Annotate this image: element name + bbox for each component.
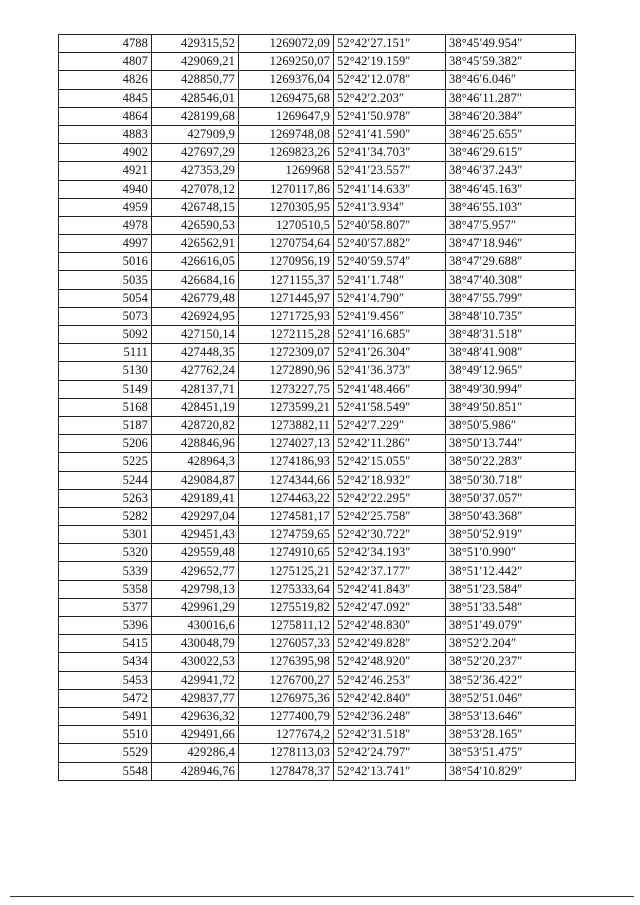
x-coordinate-cell: 427448,35 [152,344,239,362]
table-row [59,180,576,198]
latitude-cell: 52°42′15.055″ [334,453,446,471]
table-row [59,489,576,507]
point-number-cell: 5130 [59,362,152,380]
latitude-cell: 52°40′58.807″ [334,216,446,234]
y-coordinate-cell: 1273882,11 [239,416,334,434]
x-coordinate-cell: 426748,15 [152,198,239,216]
y-coordinate-cell: 1274027,13 [239,435,334,453]
table-row [59,144,576,162]
x-coordinate-cell: 429069,21 [152,53,239,71]
y-coordinate-cell: 1270956,19 [239,253,334,271]
longitude-cell: 38°49′50.851″ [446,398,576,416]
y-coordinate-cell: 1276057,33 [239,635,334,653]
y-coordinate-cell: 1270305,95 [239,198,334,216]
longitude-cell: 38°49′30.994″ [446,380,576,398]
table-row [59,707,576,725]
x-coordinate-cell: 430048,79 [152,635,239,653]
x-coordinate-cell: 429084,87 [152,471,239,489]
x-coordinate-cell: 427150,14 [152,326,239,344]
longitude-cell: 38°47′55.799″ [446,289,576,307]
point-number-cell: 4826 [59,71,152,89]
x-coordinate-cell: 427909,9 [152,125,239,143]
y-coordinate-cell: 1269072,09 [239,35,334,53]
longitude-cell: 38°45′59.382″ [446,53,576,71]
point-number-cell: 4788 [59,35,152,53]
longitude-cell: 38°51′49.079″ [446,617,576,635]
longitude-cell: 38°46′45.163″ [446,180,576,198]
latitude-cell: 52°41′48.466″ [334,380,446,398]
point-number-cell: 4845 [59,89,152,107]
point-number-cell: 5016 [59,253,152,271]
y-coordinate-cell: 1278113,03 [239,744,334,762]
point-number-cell: 5282 [59,507,152,525]
longitude-cell: 38°47′18.946″ [446,235,576,253]
longitude-cell: 38°50′52.919″ [446,526,576,544]
latitude-cell: 52°41′58.549″ [334,398,446,416]
table-row [59,435,576,453]
table-row [59,671,576,689]
longitude-cell: 38°52′20.237″ [446,653,576,671]
y-coordinate-cell: 1274186,93 [239,453,334,471]
table-row [59,544,576,562]
latitude-cell: 52°42′31.518″ [334,726,446,744]
x-coordinate-cell: 428946,76 [152,762,239,780]
coordinates-table [58,34,576,781]
y-coordinate-cell: 1269376,04 [239,71,334,89]
x-coordinate-cell: 428137,71 [152,380,239,398]
latitude-cell: 52°41′36.373″ [334,362,446,380]
longitude-cell: 38°54′10.829″ [446,762,576,780]
y-coordinate-cell: 1270117,86 [239,180,334,198]
table-row [59,744,576,762]
x-coordinate-cell: 429798,13 [152,580,239,598]
y-coordinate-cell: 1274581,17 [239,507,334,525]
table-row [59,617,576,635]
table-row [59,125,576,143]
y-coordinate-cell: 1271445,97 [239,289,334,307]
table-row [59,507,576,525]
latitude-cell: 52°41′50.978″ [334,107,446,125]
x-coordinate-cell: 429189,41 [152,489,239,507]
table-row [59,453,576,471]
point-number-cell: 5301 [59,526,152,544]
y-coordinate-cell: 1269250,07 [239,53,334,71]
latitude-cell: 52°42′49.828″ [334,635,446,653]
latitude-cell: 52°42′19.159″ [334,53,446,71]
longitude-cell: 38°52′51.046″ [446,689,576,707]
x-coordinate-cell: 428546,01 [152,89,239,107]
x-coordinate-cell: 428846,96 [152,435,239,453]
table-row [59,344,576,362]
point-number-cell: 5187 [59,416,152,434]
table-row [59,689,576,707]
table-row [59,53,576,71]
point-number-cell: 5111 [59,344,152,362]
y-coordinate-cell: 1273227,75 [239,380,334,398]
table-row [59,216,576,234]
longitude-cell: 38°51′12.442″ [446,562,576,580]
y-coordinate-cell: 1269748,08 [239,125,334,143]
y-coordinate-cell: 1272890,96 [239,362,334,380]
longitude-cell: 38°46′20.384″ [446,107,576,125]
y-coordinate-cell: 1277400,79 [239,707,334,725]
point-number-cell: 5339 [59,562,152,580]
point-number-cell: 4997 [59,235,152,253]
table-row [59,580,576,598]
y-coordinate-cell: 1276975,36 [239,689,334,707]
x-coordinate-cell: 427078,12 [152,180,239,198]
y-coordinate-cell: 1274910,65 [239,544,334,562]
table-row [59,635,576,653]
longitude-cell: 38°50′30.718″ [446,471,576,489]
table-row [59,307,576,325]
latitude-cell: 52°42′36.248″ [334,707,446,725]
point-number-cell: 5472 [59,689,152,707]
latitude-cell: 52°40′57.882″ [334,235,446,253]
x-coordinate-cell: 429941,72 [152,671,239,689]
latitude-cell: 52°42′12.078″ [334,71,446,89]
latitude-cell: 52°41′4.790″ [334,289,446,307]
table-row [59,726,576,744]
latitude-cell: 52°42′27.151″ [334,35,446,53]
table-row [59,35,576,53]
latitude-cell: 52°42′42.840″ [334,689,446,707]
point-number-cell: 5396 [59,617,152,635]
table-row [59,198,576,216]
table-row [59,762,576,780]
x-coordinate-cell: 429297,04 [152,507,239,525]
latitude-cell: 52°42′48.920″ [334,653,446,671]
x-coordinate-cell: 429286,4 [152,744,239,762]
table-row [59,326,576,344]
latitude-cell: 52°40′59.574″ [334,253,446,271]
y-coordinate-cell: 1275519,82 [239,598,334,616]
longitude-cell: 38°47′40.308″ [446,271,576,289]
longitude-cell: 38°50′5.986″ [446,416,576,434]
y-coordinate-cell: 1271725,93 [239,307,334,325]
x-coordinate-cell: 426924,95 [152,307,239,325]
x-coordinate-cell: 426779,48 [152,289,239,307]
latitude-cell: 52°42′24.797″ [334,744,446,762]
table-row [59,271,576,289]
point-number-cell: 5263 [59,489,152,507]
y-coordinate-cell: 1272115,28 [239,326,334,344]
point-number-cell: 4921 [59,162,152,180]
point-number-cell: 4807 [59,53,152,71]
longitude-cell: 38°51′23.584″ [446,580,576,598]
latitude-cell: 52°42′48.830″ [334,617,446,635]
latitude-cell: 52°42′46.253″ [334,671,446,689]
y-coordinate-cell: 1276395,98 [239,653,334,671]
point-number-cell: 5491 [59,707,152,725]
y-coordinate-cell: 1270754,64 [239,235,334,253]
x-coordinate-cell: 429451,43 [152,526,239,544]
point-number-cell: 4940 [59,180,152,198]
longitude-cell: 38°48′31.518″ [446,326,576,344]
x-coordinate-cell: 426590,53 [152,216,239,234]
longitude-cell: 38°53′13.646″ [446,707,576,725]
coordinates-table-body [59,35,576,781]
x-coordinate-cell: 428964,3 [152,453,239,471]
longitude-cell: 38°48′10.735″ [446,307,576,325]
table-row [59,89,576,107]
latitude-cell: 52°41′1.748″ [334,271,446,289]
longitude-cell: 38°46′29.615″ [446,144,576,162]
latitude-cell: 52°42′34.193″ [334,544,446,562]
x-coordinate-cell: 427353,29 [152,162,239,180]
point-number-cell: 5149 [59,380,152,398]
latitude-cell: 52°41′26.304″ [334,344,446,362]
table-row [59,253,576,271]
x-coordinate-cell: 427697,29 [152,144,239,162]
point-number-cell: 5377 [59,598,152,616]
x-coordinate-cell: 430016,6 [152,617,239,635]
longitude-cell: 38°50′37.057″ [446,489,576,507]
longitude-cell: 38°45′49.954″ [446,35,576,53]
point-number-cell: 4978 [59,216,152,234]
footer-rule [10,896,634,897]
latitude-cell: 52°42′41.843″ [334,580,446,598]
latitude-cell: 52°41′3.934″ [334,198,446,216]
x-coordinate-cell: 429652,77 [152,562,239,580]
latitude-cell: 52°42′7.229″ [334,416,446,434]
latitude-cell: 52°42′13.741″ [334,762,446,780]
latitude-cell: 52°42′18.932″ [334,471,446,489]
x-coordinate-cell: 429315,52 [152,35,239,53]
point-number-cell: 5434 [59,653,152,671]
latitude-cell: 52°42′2.203″ [334,89,446,107]
longitude-cell: 38°52′36.422″ [446,671,576,689]
y-coordinate-cell: 1273599,21 [239,398,334,416]
table-row [59,107,576,125]
longitude-cell: 38°50′22.283″ [446,453,576,471]
latitude-cell: 52°42′25.758″ [334,507,446,525]
point-number-cell: 5453 [59,671,152,689]
point-number-cell: 5035 [59,271,152,289]
longitude-cell: 38°46′25.655″ [446,125,576,143]
table-row [59,235,576,253]
y-coordinate-cell: 1271155,37 [239,271,334,289]
longitude-cell: 38°46′55.103″ [446,198,576,216]
longitude-cell: 38°50′13.744″ [446,435,576,453]
latitude-cell: 52°42′30.722″ [334,526,446,544]
longitude-cell: 38°53′51.475″ [446,744,576,762]
point-number-cell: 4883 [59,125,152,143]
table-row [59,562,576,580]
point-number-cell: 5415 [59,635,152,653]
table-row [59,380,576,398]
point-number-cell: 5054 [59,289,152,307]
y-coordinate-cell: 1275811,12 [239,617,334,635]
y-coordinate-cell: 1270510,5 [239,216,334,234]
latitude-cell: 52°41′23.557″ [334,162,446,180]
table-row [59,362,576,380]
longitude-cell: 38°49′12.965″ [446,362,576,380]
x-coordinate-cell: 426562,91 [152,235,239,253]
latitude-cell: 52°41′34.703″ [334,144,446,162]
x-coordinate-cell: 429837,77 [152,689,239,707]
point-number-cell: 5529 [59,744,152,762]
latitude-cell: 52°42′22.295″ [334,489,446,507]
point-number-cell: 5073 [59,307,152,325]
x-coordinate-cell: 429491,66 [152,726,239,744]
y-coordinate-cell: 1274463,22 [239,489,334,507]
y-coordinate-cell: 1277674,2 [239,726,334,744]
longitude-cell: 38°47′5.957″ [446,216,576,234]
y-coordinate-cell: 1272309,07 [239,344,334,362]
x-coordinate-cell: 428199,68 [152,107,239,125]
x-coordinate-cell: 426616,05 [152,253,239,271]
y-coordinate-cell: 1269647,9 [239,107,334,125]
y-coordinate-cell: 1269968 [239,162,334,180]
latitude-cell: 52°41′41.590″ [334,125,446,143]
longitude-cell: 38°50′43.368″ [446,507,576,525]
x-coordinate-cell: 429636,32 [152,707,239,725]
point-number-cell: 5548 [59,762,152,780]
x-coordinate-cell: 426684,16 [152,271,239,289]
table-row [59,71,576,89]
x-coordinate-cell: 428451,19 [152,398,239,416]
point-number-cell: 5510 [59,726,152,744]
table-row [59,289,576,307]
table-row [59,598,576,616]
y-coordinate-cell: 1275333,64 [239,580,334,598]
longitude-cell: 38°51′33.548″ [446,598,576,616]
y-coordinate-cell: 1275125,21 [239,562,334,580]
table-row [59,526,576,544]
y-coordinate-cell: 1274344,66 [239,471,334,489]
point-number-cell: 5206 [59,435,152,453]
latitude-cell: 52°41′16.685″ [334,326,446,344]
table-row [59,653,576,671]
longitude-cell: 38°46′6.046″ [446,71,576,89]
x-coordinate-cell: 427762,24 [152,362,239,380]
table-row [59,398,576,416]
y-coordinate-cell: 1269475,68 [239,89,334,107]
point-number-cell: 5358 [59,580,152,598]
x-coordinate-cell: 428850,77 [152,71,239,89]
longitude-cell: 38°48′41.908″ [446,344,576,362]
latitude-cell: 52°42′37.177″ [334,562,446,580]
x-coordinate-cell: 429961,29 [152,598,239,616]
longitude-cell: 38°53′28.165″ [446,726,576,744]
latitude-cell: 52°41′14.633″ [334,180,446,198]
y-coordinate-cell: 1269823,26 [239,144,334,162]
x-coordinate-cell: 428720,82 [152,416,239,434]
latitude-cell: 52°41′9.456″ [334,307,446,325]
longitude-cell: 38°51′0.990″ [446,544,576,562]
x-coordinate-cell: 430022,53 [152,653,239,671]
longitude-cell: 38°47′29.688″ [446,253,576,271]
point-number-cell: 4864 [59,107,152,125]
x-coordinate-cell: 429559,48 [152,544,239,562]
y-coordinate-cell: 1276700,27 [239,671,334,689]
table-row [59,416,576,434]
point-number-cell: 5092 [59,326,152,344]
latitude-cell: 52°42′47.092″ [334,598,446,616]
longitude-cell: 38°52′2.204″ [446,635,576,653]
latitude-cell: 52°42′11.286″ [334,435,446,453]
y-coordinate-cell: 1278478,37 [239,762,334,780]
point-number-cell: 4902 [59,144,152,162]
table-row [59,162,576,180]
point-number-cell: 5244 [59,471,152,489]
point-number-cell: 5320 [59,544,152,562]
point-number-cell: 5168 [59,398,152,416]
longitude-cell: 38°46′11.287″ [446,89,576,107]
point-number-cell: 4959 [59,198,152,216]
y-coordinate-cell: 1274759,65 [239,526,334,544]
longitude-cell: 38°46′37.243″ [446,162,576,180]
point-number-cell: 5225 [59,453,152,471]
table-row [59,471,576,489]
